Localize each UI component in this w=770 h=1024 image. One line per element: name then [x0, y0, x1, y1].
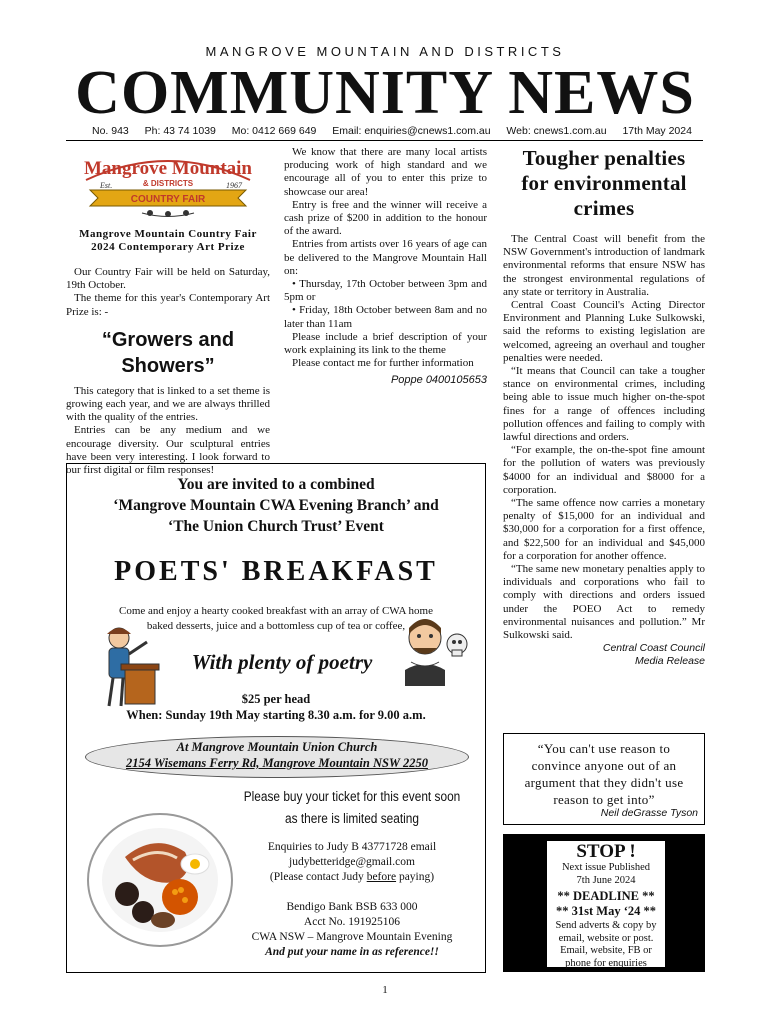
environment-credit — [503, 642, 705, 668]
credit-line1: Central Coast Council — [602, 642, 705, 655]
logo-banner: COUNTRY FAIR — [130, 194, 206, 205]
event-when: When: Sunday 19th May starting 8.30 a.m. for 9.00 a.m. — [126, 708, 426, 722]
theme-line1: “Growers and — [101, 328, 235, 351]
art-prize-para: The theme for this year's Contemporary Art Prize is: - — [66, 292, 270, 318]
venue-line2: 2154 Wisemans Ferry Rd, Mangrove Mountain NSW 2250 — [126, 756, 428, 770]
page-number: 1 — [382, 984, 388, 996]
art-prize-para: Entry is free and the winner will receive a cash prize of $200 in addition to the honour of the award. — [284, 198, 487, 238]
deadline-panel — [547, 841, 665, 967]
art-prize-heading — [66, 228, 270, 254]
art-prize-para: Please include a brief description of your work explaining its link to the theme — [284, 330, 487, 357]
event-venue — [85, 739, 469, 771]
logo-subtitle: & DISTRICTS — [142, 179, 194, 188]
delivery-bullet: • Friday, 18th October between 8am and no later than 11am — [284, 304, 487, 330]
issue-date: 17th May 2024 — [622, 125, 692, 137]
masthead-info-bar — [92, 125, 692, 137]
environment-para: “The same offence now carries a monetary penalty of $15,000 for an individual and $30,000 for a corporation for a first offence, and $22,500 for an individual and $45,000 for a corporation for another offence. — [503, 497, 705, 562]
quote-line1: “You can't use reason to — [537, 741, 671, 756]
poets-breakfast-advert — [66, 463, 486, 973]
desc-line2: baked desserts, juice and a bottomless cup of tea or coffee, — [146, 620, 406, 632]
art-prize-para: Entries can be any medium and we encourage diversity. Our sculptural entries have been very interesting. I look forward to our first digital or film responses! — [66, 424, 270, 477]
next-issue-line1: Next issue Published — [561, 862, 651, 873]
environment-para: “For example, the on-the-spot fine amount for the pollution of waters was previously $4000 for an individual and $8000 for a corporation. — [503, 444, 705, 496]
invite-line2: ‘Mangrove Mountain CWA Evening Branch’ and — [113, 497, 439, 514]
art-prize-heading-line2: 2024 Contemporary Art Prize — [91, 241, 245, 253]
art-prize-signoff: Poppe 0400105653 — [390, 374, 487, 387]
invite-line3: ‘The Union Church Trust’ Event — [168, 518, 384, 535]
art-prize-para: Please contact me for further information — [292, 357, 474, 370]
send-line2: email, website or post. — [558, 932, 654, 944]
quote-line3: argument that they didn't use — [524, 775, 684, 790]
art-prize-continued — [284, 146, 487, 388]
event-invitation — [67, 474, 485, 537]
masthead-kicker: MANGROVE MOUNTAIN AND DISTRICTS — [205, 44, 565, 59]
bank-bsb: Bendigo Bank BSB 633 000 — [286, 901, 418, 913]
art-prize-heading-line1: Mangrove Mountain Country Fair — [79, 228, 257, 240]
headline-line1: Tougher penalties — [522, 146, 686, 170]
event-price: $25 per head — [241, 692, 311, 706]
mobile-number: Mo: 0412 669 649 — [231, 125, 317, 137]
art-prize-column — [66, 150, 270, 477]
email-address: Email: enquiries@cnews1.com.au — [332, 125, 491, 137]
masthead-rule — [66, 140, 703, 141]
delivery-bullet: • Thursday, 17th October between 3pm and 5pm or — [284, 278, 487, 304]
art-prize-para: Entries from artists over 16 years of age can be delivered to the Mangrove Mountain Hall on: — [284, 238, 487, 277]
desc-line1: Come and enjoy a hearty cooked breakfast with an array of CWA home — [118, 605, 433, 617]
quote-text — [508, 740, 700, 808]
headline-line3: crimes — [573, 196, 635, 220]
deadline-date: ** 31st May ‘24 ** — [556, 904, 656, 918]
quote-line2: convince anyone out of an — [531, 758, 677, 773]
stop-heading: STOP ! — [576, 841, 636, 862]
ticket-notice — [242, 786, 462, 830]
art-prize-para: We know that there are many local artists producing work of high standard and we encourage all of you to enter this prize to showcase our area! — [284, 146, 487, 198]
art-prize-para: This category that is linked to a set theme is growing each year, and we are always thrilled with the quality of the entries. — [66, 384, 270, 424]
phone-number: Ph: 43 74 1039 — [144, 125, 216, 137]
buy-line1: Please buy your ticket for this event soon — [243, 789, 461, 804]
send-line4: phone for enquiries — [565, 957, 647, 969]
logo-year: 1967 — [226, 181, 242, 190]
event-title: POETS' BREAKFAST — [114, 556, 438, 587]
breakfast-plate-illustration — [85, 802, 235, 952]
quote-author: Neil deGrasse Tyson — [600, 807, 698, 819]
event-enquiries — [227, 840, 477, 960]
enquiry-line1: Enquiries to Judy B 43771728 email — [267, 841, 437, 853]
submission-info — [547, 920, 665, 970]
event-tagline: With plenty of poetry — [191, 650, 373, 674]
environment-para: “The same new monetary penalties apply to individuals and corporations who fail to comply with directions and orders issued under the POEO Act to remedy environmental nuisances and pollution.” Mr Sulkowski said. — [503, 563, 705, 642]
buy-line2: as there is limited seating — [284, 811, 420, 826]
country-fair-logo — [78, 150, 258, 220]
logo-est: Est. — [100, 181, 113, 190]
theme-line2: Showers” — [121, 354, 215, 377]
logo-title: Mangrove Mountain — [83, 158, 253, 179]
send-line3: Email, website, FB or — [560, 945, 652, 956]
masthead-title: COMMUNITY NEWS — [75, 59, 695, 127]
next-issue-date: 7th June 2024 — [576, 874, 636, 886]
bank-reference-note: And put your name in as reference!! — [265, 946, 439, 958]
venue-line1: At Mangrove Mountain Union Church — [176, 740, 378, 754]
environment-para: Central Coast Council's Acting Director Environment and Planning Luke Sulkowski, said the reforms to existing legislation are welcomed, agreeing an overhaul and tougher penalties were needed. — [503, 299, 705, 364]
art-prize-para: Our Country Fair will be held on Saturday, 19th October. — [66, 266, 270, 292]
deadline-label: ** DEADLINE ** — [557, 889, 655, 903]
environment-headline — [503, 146, 705, 221]
enquiry-email: judybetteridge@gmail.com — [289, 856, 415, 868]
invite-line1: You are invited to a combined — [177, 476, 375, 493]
deadline-box — [503, 834, 705, 972]
website: Web: cnews1.com.au — [506, 125, 607, 137]
send-line1: Send adverts & copy by — [555, 920, 657, 931]
quote-box — [503, 733, 705, 825]
environment-article — [503, 146, 705, 668]
bank-account-name: CWA NSW – Mangrove Mountain Evening — [251, 931, 453, 943]
shakespeare-skull-illustration — [397, 614, 473, 686]
event-price-time — [67, 691, 485, 723]
enquiry-line3: (Please contact Judy before paying) — [269, 871, 435, 883]
next-issue — [547, 862, 665, 887]
issue-number: No. 943 — [92, 125, 129, 137]
environment-para: The Central Coast will benefit from the NSW Government's introduction of landmark environmental reforms that ensure NSW has the strongest environmental regulations of any state or territory in Australia. — [503, 233, 705, 298]
bank-account: Acct No. 191925106 — [303, 916, 401, 928]
quote-line4: reason to get into” — [553, 792, 655, 807]
credit-line2: Media Release — [634, 655, 705, 668]
environment-para: “It means that Council can take a tougher stance on environmental crimes, including being able to issue much higher on-the-spot fines for a range of offences including pollution offences and failing to comply with lawful directions and orders. — [503, 365, 705, 444]
headline-line2: for environmental — [521, 171, 687, 195]
art-prize-theme — [66, 327, 270, 379]
